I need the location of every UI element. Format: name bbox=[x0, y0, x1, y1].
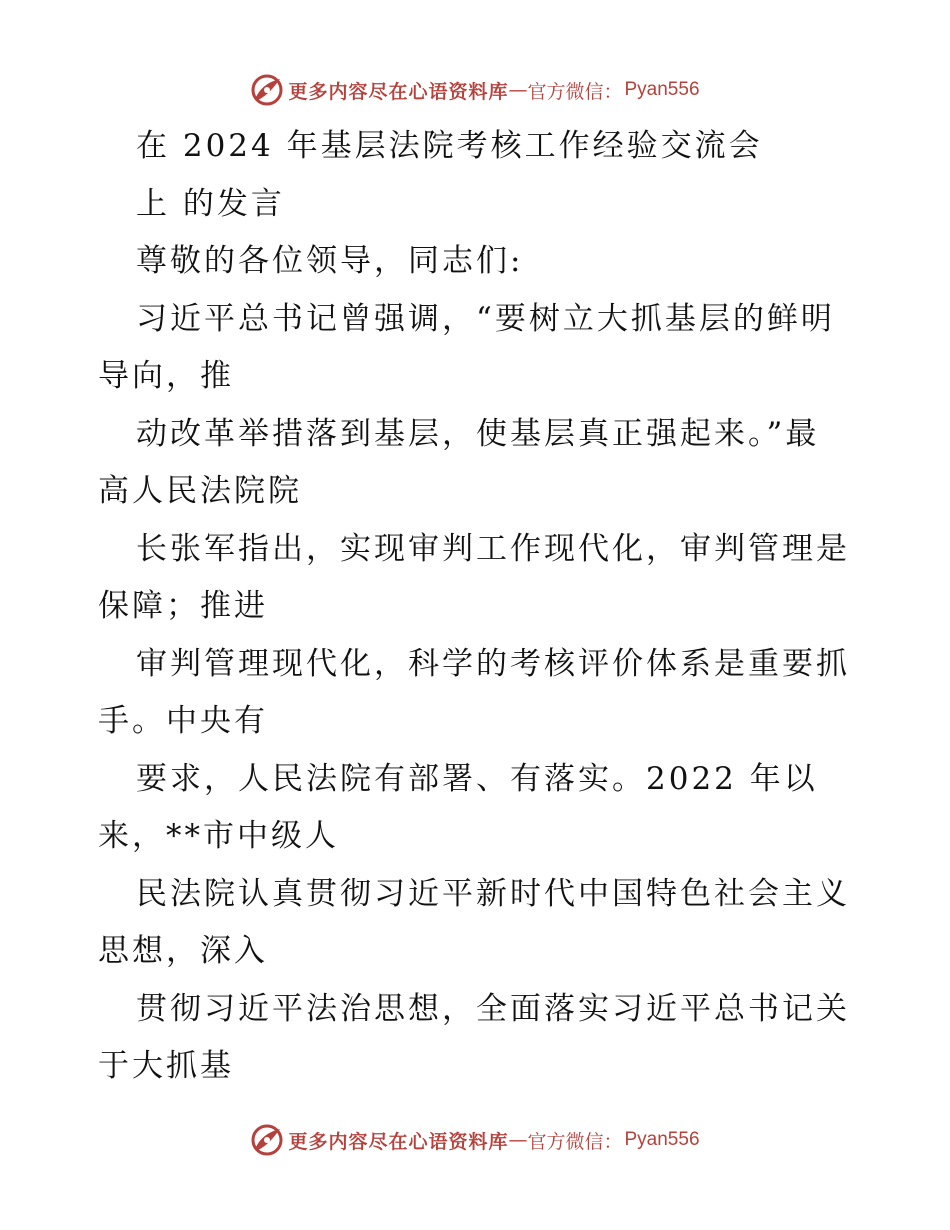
banner-dash: — bbox=[508, 1129, 528, 1151]
text-line: 导向，推 bbox=[98, 358, 234, 394]
text-line: 思想，深入 bbox=[98, 933, 268, 969]
text-line: 保障；推进 bbox=[98, 588, 268, 624]
banner-handle: Pyan556 bbox=[624, 79, 700, 100]
text-line: 习近平总书记曾强调，“要树立大抓基层的鲜明 bbox=[136, 300, 835, 337]
text-line: 民法院认真贯彻习近平新时代中国特色社会主义 bbox=[136, 875, 850, 912]
document-body bbox=[98, 118, 858, 1096]
text-line: 动改革举措落到基层，使基层真正强起来。”最 bbox=[136, 415, 820, 452]
text-line: 贯彻习近平法治思想，全面落实习近平总书记关 bbox=[136, 990, 850, 1027]
text-line: 手。中央有 bbox=[98, 703, 268, 739]
text-line: 在 2024 年基层法院考核工作经验交流会 bbox=[136, 128, 763, 164]
banner-contact-text: 官方微信： bbox=[527, 80, 623, 103]
pen-logo-icon bbox=[250, 73, 284, 107]
text-line: 要求，人民法院有部署、有落实。2022 年以 bbox=[136, 760, 818, 797]
banner-handle: Pyan556 bbox=[624, 1129, 700, 1150]
banner-site-text: 更多内容尽在心语资料库 bbox=[288, 1130, 509, 1153]
banner-site-text: 更多内容尽在心语资料库 bbox=[288, 80, 509, 103]
footer-watermark-banner bbox=[0, 1120, 950, 1160]
text-line: 长张军指出，实现审判工作现代化，审判管理是 bbox=[136, 530, 850, 567]
banner-dash: — bbox=[508, 79, 528, 101]
header-watermark-banner bbox=[0, 70, 950, 110]
text-line: 于大抓基 bbox=[98, 1048, 234, 1084]
text-line: 尊敬的各位领导，同志们: bbox=[136, 243, 524, 279]
text-line: 审判管理现代化，科学的考核评价体系是重要抓 bbox=[136, 645, 850, 682]
pen-logo-icon bbox=[250, 1123, 284, 1157]
text-line: 上 的发言 bbox=[136, 185, 285, 222]
text-line: 高人民法院院 bbox=[98, 473, 302, 509]
banner-contact-text: 官方微信： bbox=[527, 1130, 623, 1153]
text-line: 来，**市中级人 bbox=[98, 818, 339, 854]
